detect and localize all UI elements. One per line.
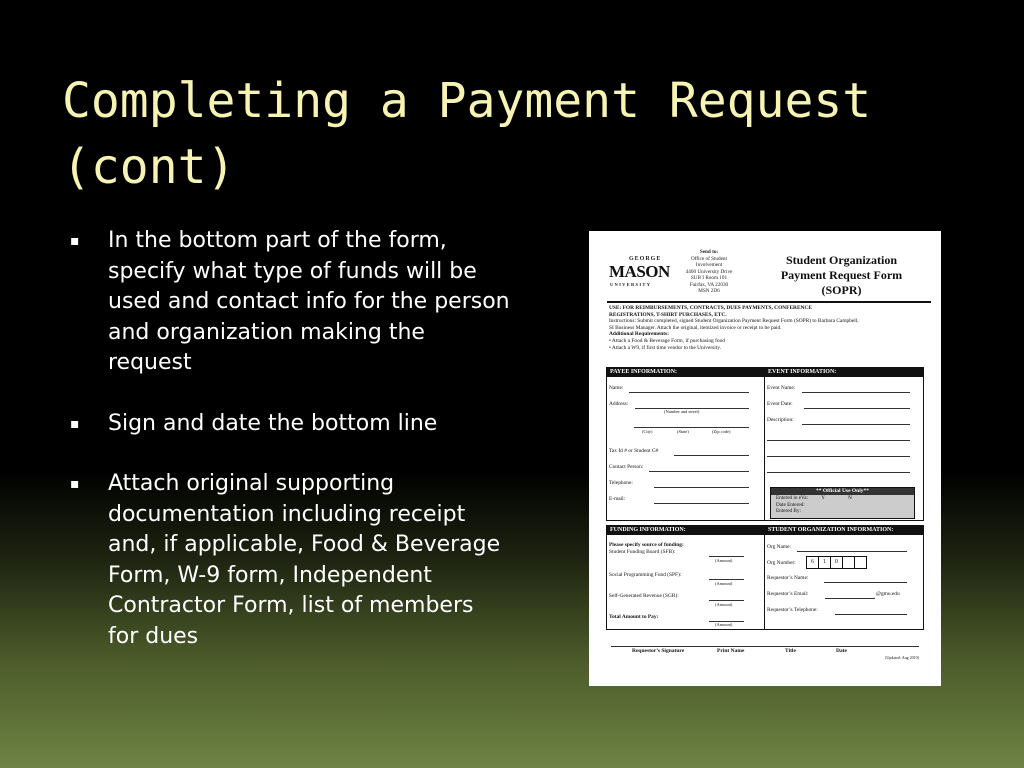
org-number-digit: 0: [830, 556, 843, 569]
use-line: REGISTRATIONS, T-SHIRT PURCHASES, ETC.: [609, 311, 727, 318]
event-date-label: Event Date:: [767, 401, 793, 407]
send-to-address: [669, 249, 749, 295]
field-line: [654, 487, 749, 488]
use-line: Instructions: Submit completed, signed Student Organization Payment Request Form (SOPR) to Barbara Campbell,: [609, 318, 859, 325]
field-line: [709, 579, 744, 580]
org-number-digit: 6: [806, 556, 819, 569]
logo-george: GEORGE: [629, 256, 662, 262]
use-line: • Attach a Food & Beverage Form, if purchasing food: [609, 337, 725, 344]
field-line: [825, 598, 875, 599]
signature-line: [611, 646, 919, 647]
send-to-line: Involvement: [695, 262, 723, 268]
use-line: Additional Requirements:: [609, 331, 669, 338]
field-line: [835, 614, 907, 615]
field-line: [709, 600, 744, 601]
number-street-caption: (Number and street): [664, 409, 700, 414]
updated-caption: (Updated: Aug 2010): [885, 655, 919, 660]
state-caption: (State): [677, 429, 689, 434]
requestor-email-label: Requestor’s Email:: [767, 591, 809, 597]
divider: [607, 301, 931, 303]
bullet-text: Attach original supporting documentation including receipt and, if applicable, Food & Beverage Form, W-9 form, Independent Contractor Form, list of members for dues: [108, 471, 501, 649]
date-entered-label: Date Entered:: [776, 501, 805, 508]
amount-caption: (Amount): [715, 581, 733, 586]
title-caption: Title: [785, 648, 796, 654]
field-line: [629, 392, 749, 393]
org-number-digit: [854, 556, 867, 569]
field-line: [824, 582, 907, 583]
gmu-logo: [609, 256, 670, 296]
field-line: [654, 503, 749, 504]
payee-name-label: Name:: [609, 385, 624, 391]
bullet-list: [70, 226, 510, 682]
requestor-telephone-label: Requestor’s Telephone:: [767, 607, 818, 613]
form-title-line: Student Organization: [785, 253, 897, 267]
official-use-header: ** Official Use Only**: [771, 488, 914, 495]
bullet-item: [70, 469, 510, 652]
sgr-label: Self-Generated Revenue (SGR):: [609, 593, 679, 599]
amount-caption: (Amount): [715, 558, 733, 563]
field-line: [674, 455, 749, 456]
no-option: N: [848, 495, 852, 501]
contact-person-label: Contact Person:: [609, 464, 644, 470]
amount-caption: (Amount): [715, 622, 733, 627]
field-line: [634, 427, 749, 428]
entered-in-eva-label: Entered in eVa:: [776, 495, 808, 501]
bullet-text: In the bottom part of the form, specify what type of funds will be used and contact info for the person and organization making the request: [108, 228, 510, 375]
send-to-line: 4400 University Drive: [685, 268, 733, 275]
city-caption: (City): [642, 429, 653, 434]
square-bullet-icon: ▪: [70, 415, 80, 432]
event-header: EVENT INFORMATION:: [765, 368, 923, 377]
zip-caption: (Zip code): [712, 429, 731, 434]
payee-address-label: Address:: [609, 401, 629, 407]
use-line: USE: FOR REIMBURSEMENTS, CONTRACTS, DUES PAYMENTS, CONFERENCE: [609, 305, 812, 311]
bullet-item: [70, 409, 510, 440]
email-domain: @gmu.edu: [876, 591, 900, 597]
form-title-line: Payment Request Form: [780, 268, 903, 282]
field-line: [709, 556, 744, 557]
send-to-line: Send to:: [699, 249, 719, 255]
org-number-digit: 1: [818, 556, 831, 569]
field-line: [797, 551, 907, 552]
square-bullet-icon: ▪: [70, 233, 80, 249]
official-use-box: [770, 487, 915, 519]
use-line: • Attach a W9, if first time vendor to the University.: [609, 344, 721, 351]
org-number-label: Org Number:: [767, 560, 796, 566]
org-name-label: Org Name:: [767, 544, 792, 550]
send-to-line: Office of Student: [691, 255, 727, 262]
square-bullet-icon: ▪: [70, 476, 80, 492]
print-name-caption: Print Name: [717, 648, 745, 654]
sfb-label: Student Funding Board (SFB):: [609, 549, 676, 555]
spf-label: Social Programming Fund (SPF):: [609, 572, 682, 578]
field-line: [802, 392, 910, 393]
event-name-label: Event Name:: [767, 385, 796, 391]
org-header: STUDENT ORGANIZATION INFORMATION:: [765, 526, 923, 535]
payee-header: PAYEE INFORMATION:: [607, 368, 764, 377]
payment-request-form-image: [589, 231, 941, 686]
field-line: [804, 408, 910, 409]
send-to-line: MSN 2D6: [698, 288, 720, 294]
logo-university: UNIVERSITY: [610, 282, 652, 287]
payee-section: [606, 367, 765, 521]
email-label: E-mail:: [609, 496, 626, 502]
telephone-label: Telephone:: [609, 480, 633, 486]
use-instructions: [609, 305, 934, 351]
send-to-line: SUB I Room 101: [690, 275, 728, 281]
bullet-text: Sign and date the bottom line: [108, 410, 438, 436]
tax-id-label: Tax Id # or Student G#: [609, 448, 659, 454]
field-line: [767, 472, 910, 473]
field-line: [767, 456, 910, 457]
description-label: Description:: [767, 417, 794, 423]
form-title: [749, 253, 934, 298]
yes-option: Y: [821, 495, 825, 501]
bullet-item: [70, 226, 510, 379]
send-to-line: Fairfax, VA 22030: [689, 281, 729, 288]
field-line: [802, 424, 910, 425]
requestor-name-label: Requestor’s Name:: [767, 575, 809, 581]
use-line: SI Business Manager. Attach the original, itemized invoice or receipt to be paid.: [609, 324, 782, 331]
signature-caption: Requestor’s Signature: [632, 648, 685, 654]
field-line: [767, 440, 910, 441]
date-caption: Date: [836, 648, 847, 654]
slide-title: Completing a Payment Request (cont): [62, 73, 872, 195]
entered-by-label: Entered By:: [776, 508, 801, 514]
logo-mason: MASON: [609, 262, 670, 281]
total-amount-label: Total Amount to Pay:: [609, 614, 659, 620]
funding-header: FUNDING INFORMATION:: [607, 526, 764, 535]
form-title-line: (SOPR): [821, 283, 862, 297]
amount-caption: (Amount): [715, 602, 733, 607]
specify-funding-label: Please specify source of funding:: [609, 542, 684, 548]
field-line: [649, 471, 749, 472]
